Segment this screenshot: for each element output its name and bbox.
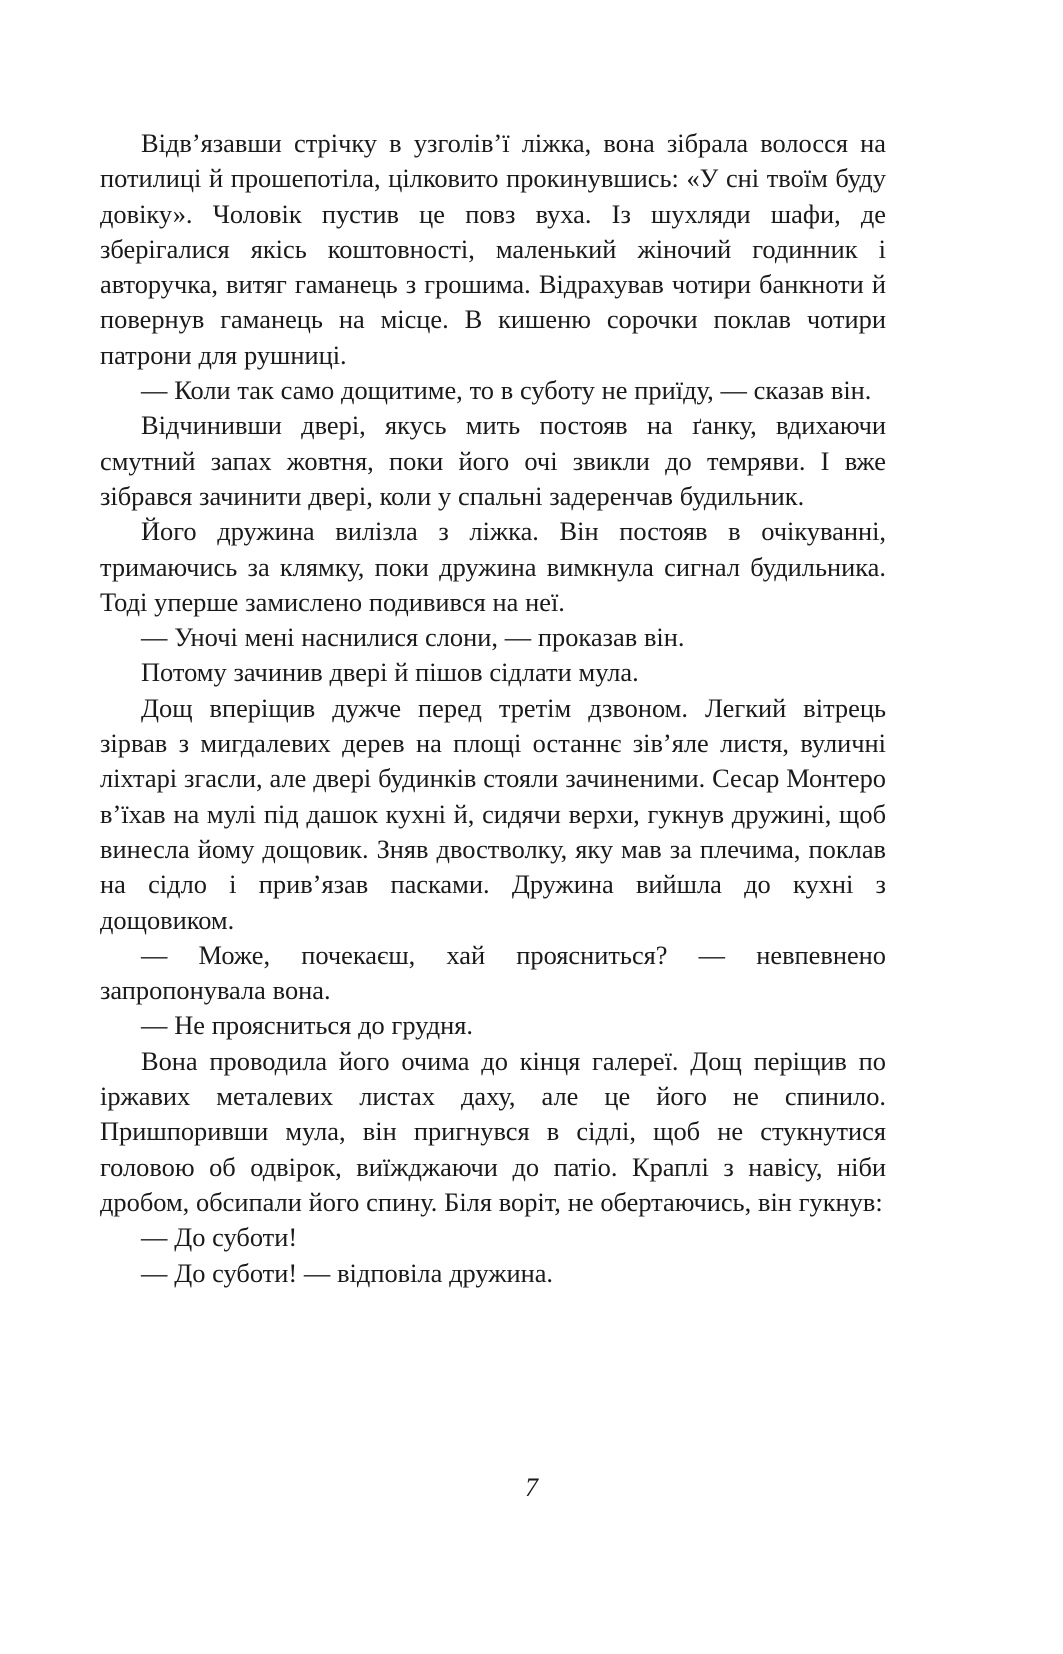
page-number: 7 — [525, 1473, 538, 1502]
paragraph: Вона проводила його очима до кінця галереї. Дощ періщив по іржавих металевих листах даху, але це його не спинило. Пришпоривши мула, він пригнувся в сідлі, щоб не стукнутися головою об одвірок, виїжджаючи до патіо. Краплі з навісу, ніби дробом, обсипали його спину. Біля воріт, не обертаючись, він гукнув: — [100, 1045, 886, 1217]
paragraph: — Уночі мені наснилися слони, — проказав він. — [141, 622, 685, 653]
paragraph: Дощ вперіщив дужче перед третім дзвоном. Легкий вітрець зірвав з мигдалевих дерев на площі останнє зів’яле листя, вуличні ліхтарі згасли, але двері будинків стояли зачиненими. Сесар Монтеро в’їхав на мулі під дашок кухні й, сидячи верхи, гукнув дружині, щоб винесла йому дощовик. Зняв двостволку, яку мав за плечима, поклав на сідло і прив’язав пасками. Дружина вийшла до кухні з дощовиком. — [100, 692, 886, 935]
paragraph: — Може, почекаєш, хай проясниться? — невпевнено запропонувала вона. — [100, 939, 886, 1006]
paragraph: Потому зачинив двері й пішов сідлати мула. — [141, 657, 639, 688]
paragraph: — До суботи! — [141, 1222, 298, 1253]
paragraph: Відчинивши двері, якусь мить постояв на ґанку, вдихаючи смутний запах жовтня, поки його очі звикли до темряви. І вже зібрався зачинити двері, коли у спальні задеренчав будильник. — [100, 410, 886, 511]
paragraph: — Коли так само дощитиме, то в суботу не приїду, — сказав він. — [141, 375, 872, 406]
page-text-block — [100, 126, 886, 1291]
paragraph: Його дружина вилізла з ліжка. Він постояв в очікуванні, тримаючись за клямку, поки дружина вимкнула сигнал будильника. Тоді уперше замислено подивився на неї. — [100, 516, 886, 617]
paragraph: — До суботи! — відповіла дружина. — [141, 1257, 554, 1288]
paragraph: — Не проясниться до грудня. — [141, 1010, 473, 1041]
paragraph: Відв’язавши стрічку в узголів’ї ліжка, вона зібрала волосся на потилиці й прошепотіла, цілковито прокинувшись: «У сні твоїм буду довіку». Чоловік пустив це повз вуха. Із шухляди шафи, де зберігалися якісь коштовності, маленький жіночий годинник і авторучка, витяг гаманець з грошима. Відрахував чотири банкноти й повернув гаманець на місце. В кишеню сорочки поклав чотири патрони для рушниці. — [100, 128, 886, 370]
